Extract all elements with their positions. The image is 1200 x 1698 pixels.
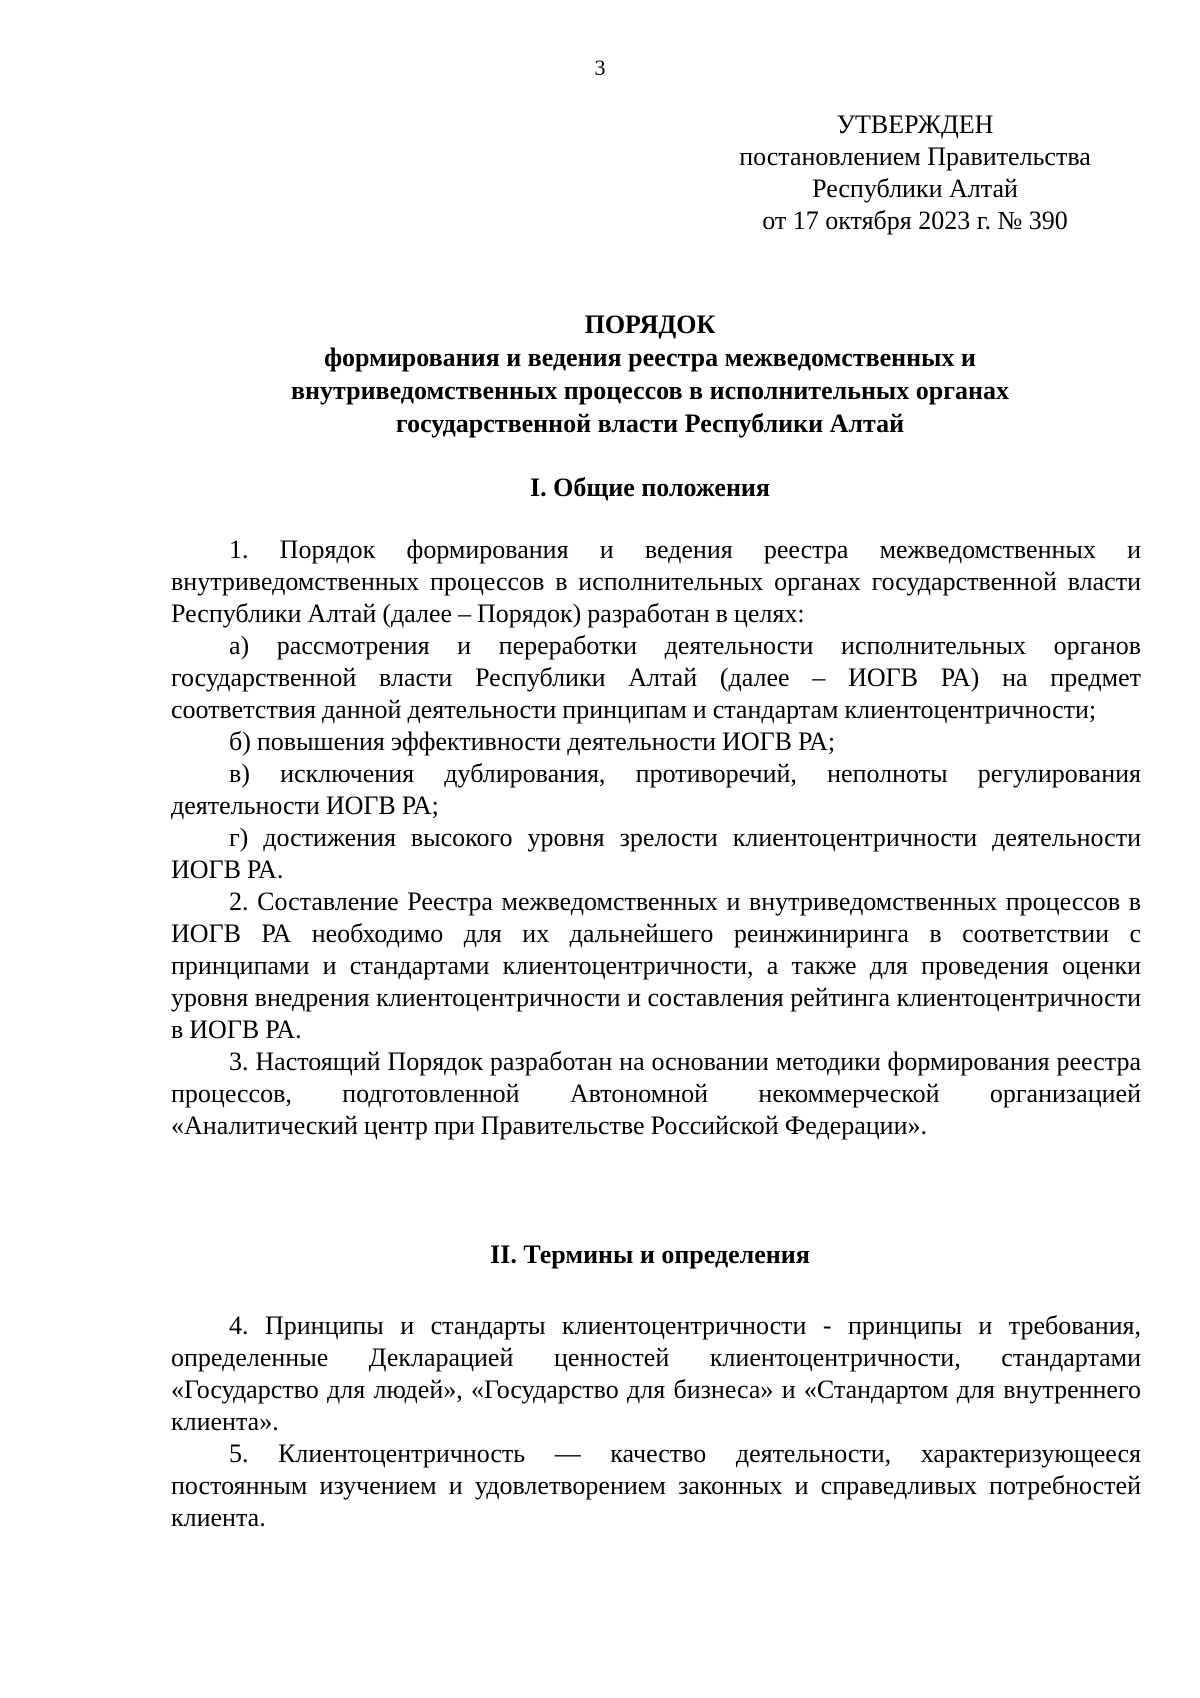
section-1-heading: I. Общие положения [530, 473, 770, 502]
paragraph: в) исключения дублирования, противоречий, неполноты регулирования деятельности ИОГВ РА; [171, 759, 1141, 820]
section-1-body [171, 534, 1141, 1142]
paragraph: 2. Составление Реестра межведомственных и внутриведомственных процессов в ИОГВ РА необходимо для их дальнейшего реинжиниринга в соответствии с принципами и стандартами клиентоцентричности, а также для проведения оценки уровня внедрения клиентоцентричности и составления рейтинга клиентоцентричности в ИОГВ РА. [171, 887, 1141, 1044]
approval-line-3: Республики Алтай [812, 174, 1018, 203]
title-line-3: внутриведомственных процессов в исполнительных органах [291, 376, 1009, 405]
approval-line-4: от 17 октября 2023 г. № 390 [762, 206, 1068, 235]
paragraph: 4. Принципы и стандарты клиентоцентричности - принципы и требования, определенные Декларацией ценностей клиентоцентричности, стандартами «Государство для людей», «Государство для бизнеса» и «Стандартом для внутреннего клиента». [171, 1311, 1141, 1436]
title-line-2: формирования и ведения реестра межведомственных и [324, 343, 976, 372]
title-line-1: ПОРЯДОК [584, 310, 716, 339]
paragraph: 1. Порядок формирования и ведения реестра межведомственных и внутриведомственных процессов в исполнительных органах государственной власти Республики Алтай (далее – Порядок) разработан в целях: [171, 535, 1141, 628]
paragraph: 3. Настоящий Порядок разработан на основании методики формирования реестра процессов, подготовленной Автономной некоммерческой организацией «Аналитический центр при Правительстве Российской Федерации». [171, 1047, 1141, 1140]
paragraph: 5. Клиентоцентричность — качество деятельности, характеризующееся постоянным изучением и удовлетворением законных и справедливых потребностей клиента. [171, 1439, 1141, 1532]
approval-line-2: постановлением Правительства [739, 142, 1091, 171]
section-2-heading: II. Термины и определения [490, 1240, 810, 1269]
title-line-4: государственной власти Республики Алтай [395, 409, 905, 438]
paragraph: а) рассмотрения и переработки деятельности исполнительных органов государственной власти Республики Алтай (далее – ИОГВ РА) на предмет соответствия данной деятельности принципам и стандартам клиентоцентричности; [171, 631, 1141, 724]
page-number: 3 [594, 55, 606, 80]
section-2-body [171, 1310, 1141, 1534]
document-title [160, 308, 1140, 440]
paragraph: б) повышения эффективности деятельности ИОГВ РА; [229, 727, 836, 756]
approval-stamp [690, 109, 1140, 237]
paragraph: г) достижения высокого уровня зрелости клиентоцентричности деятельности ИОГВ РА. [171, 823, 1141, 884]
approval-line-1: УТВЕРЖДЕН [836, 110, 994, 139]
